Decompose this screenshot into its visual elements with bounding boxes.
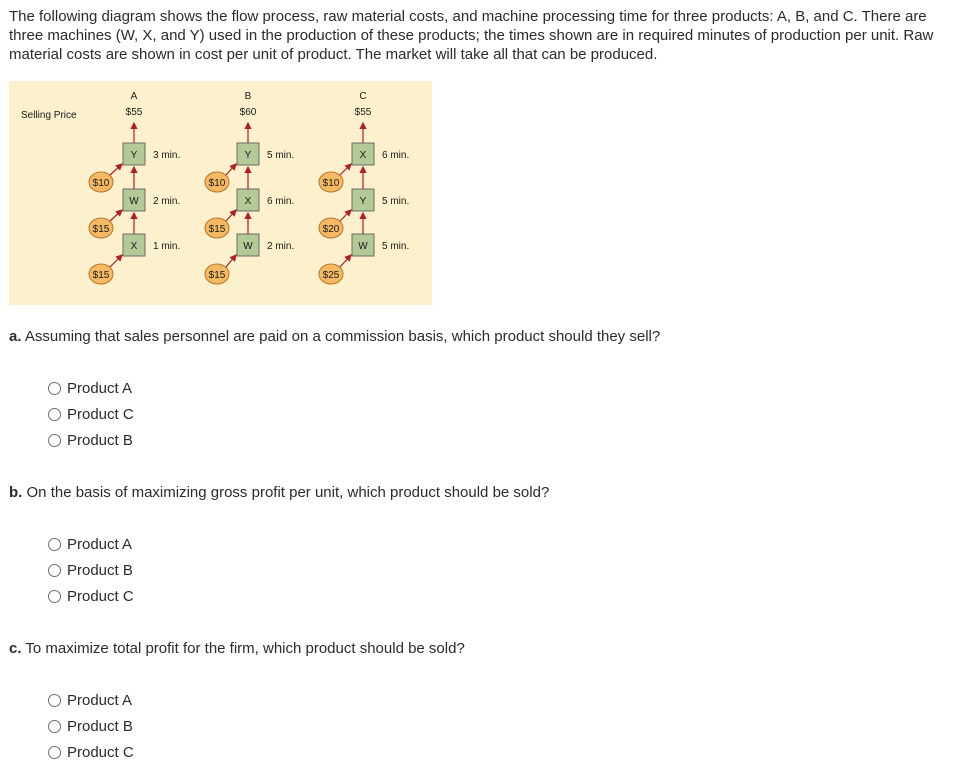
question-a-option-1[interactable]: [48, 377, 132, 399]
product-a-arrow-cost-to-machine: [110, 255, 122, 267]
radio-icon[interactable]: [48, 382, 61, 395]
product-c-cost-label: $20: [322, 224, 340, 235]
product-a-cost-label: $10: [92, 178, 110, 189]
product-c-machine-label: Y: [359, 196, 367, 207]
product-b-cost-label: $10: [208, 178, 226, 189]
product-b-time-label: 5 min.: [267, 150, 295, 161]
product-a-price: $55: [125, 107, 143, 118]
radio-icon[interactable]: [48, 564, 61, 577]
product-a-arrow-cost-to-machine: [110, 164, 122, 175]
product-b-time-label: 2 min.: [267, 241, 295, 252]
product-c-arrow-cost-to-machine: [340, 210, 351, 221]
option-label: Product B: [67, 431, 133, 449]
question-c: [9, 639, 465, 658]
product-b-cost-label: $15: [208, 224, 226, 235]
product-a-time-label: 2 min.: [153, 196, 181, 207]
option-label: Product B: [67, 717, 133, 735]
question-a-option-3[interactable]: [48, 429, 133, 451]
product-a-machine-label: Y: [130, 150, 138, 161]
question-b-option-3[interactable]: [48, 585, 134, 607]
product-b-machine-label: X: [244, 196, 252, 207]
product-a-arrow-cost-to-machine: [110, 210, 122, 221]
product-c-name: C: [359, 91, 367, 102]
flow-diagram-svg: [9, 81, 432, 305]
product-b-name: B: [244, 91, 252, 102]
option-label: Product A: [67, 691, 133, 709]
option-label: Product A: [67, 535, 133, 553]
radio-icon[interactable]: [48, 434, 61, 447]
product-b-arrow-cost-to-machine: [226, 164, 236, 175]
question-b: [9, 483, 549, 502]
question-b-text: On the basis of maximizing gross profit per unit, which product should be sold?: [26, 484, 550, 501]
product-b-machine-label: W: [243, 241, 253, 252]
question-b-label: b.: [9, 484, 23, 501]
question-c-option-3[interactable]: [48, 741, 134, 763]
question-c-option-2[interactable]: [48, 715, 133, 737]
problem-statement: The following diagram shows the flow process, raw material costs, and machine processing time for three products: A, B, and C. There are three machines (W, X, and Y) used in the production of these products; the times shown are in required minutes of production per unit. Raw material costs are shown in cost per unit of product. The market will take all that can be produced.: [9, 8, 934, 63]
question-c-label: c.: [9, 640, 22, 657]
product-c-arrow-cost-to-machine: [340, 164, 351, 175]
option-label: Product A: [67, 379, 133, 397]
question-a: [9, 327, 660, 346]
product-c-machine-label: X: [359, 150, 367, 161]
product-b-arrow-cost-to-machine: [226, 210, 236, 221]
radio-icon[interactable]: [48, 720, 61, 733]
question-b-option-2[interactable]: [48, 559, 133, 581]
product-c-arrow-cost-to-machine: [340, 255, 351, 267]
option-label: Product B: [67, 561, 133, 579]
product-c-time-label: 5 min.: [382, 241, 410, 252]
radio-icon[interactable]: [48, 590, 61, 603]
product-c-cost-label: $10: [322, 178, 340, 189]
question-c-text: To maximize total profit for the firm, which product should be sold?: [25, 640, 465, 657]
question-b-option-1[interactable]: [48, 533, 132, 555]
radio-icon[interactable]: [48, 408, 61, 421]
product-b-price: $60: [239, 107, 257, 118]
product-b-machine-label: Y: [244, 150, 252, 161]
product-a-time-label: 1 min.: [153, 241, 181, 252]
option-label: Product C: [67, 743, 134, 761]
question-a-text: Assuming that sales personnel are paid on a commission basis, which product should they sell?: [24, 328, 661, 345]
option-label: Product C: [67, 405, 134, 423]
radio-icon[interactable]: [48, 746, 61, 759]
product-c-machine-label: W: [358, 241, 368, 252]
product-c-time-label: 5 min.: [382, 196, 410, 207]
question-a-option-2[interactable]: [48, 403, 134, 425]
product-a-machine-label: X: [130, 241, 138, 252]
product-c-time-label: 6 min.: [382, 150, 410, 161]
question-c-option-1[interactable]: [48, 689, 132, 711]
product-a-time-label: 3 min.: [153, 150, 181, 161]
product-a-cost-label: $15: [92, 224, 110, 235]
option-label: Product C: [67, 587, 134, 605]
product-b-time-label: 6 min.: [267, 196, 295, 207]
selling-price-label: Selling Price: [21, 110, 77, 121]
product-b-arrow-cost-to-machine: [226, 255, 236, 267]
question-a-label: a.: [9, 328, 22, 345]
radio-icon[interactable]: [48, 538, 61, 551]
product-b-cost-label: $15: [208, 270, 226, 281]
product-c-cost-label: $25: [322, 270, 340, 281]
product-a-cost-label: $15: [92, 270, 110, 281]
product-a-machine-label: W: [129, 196, 139, 207]
product-c-price: $55: [354, 107, 372, 118]
flow-diagram: [9, 81, 432, 305]
radio-icon[interactable]: [48, 694, 61, 707]
product-a-name: A: [130, 91, 138, 102]
